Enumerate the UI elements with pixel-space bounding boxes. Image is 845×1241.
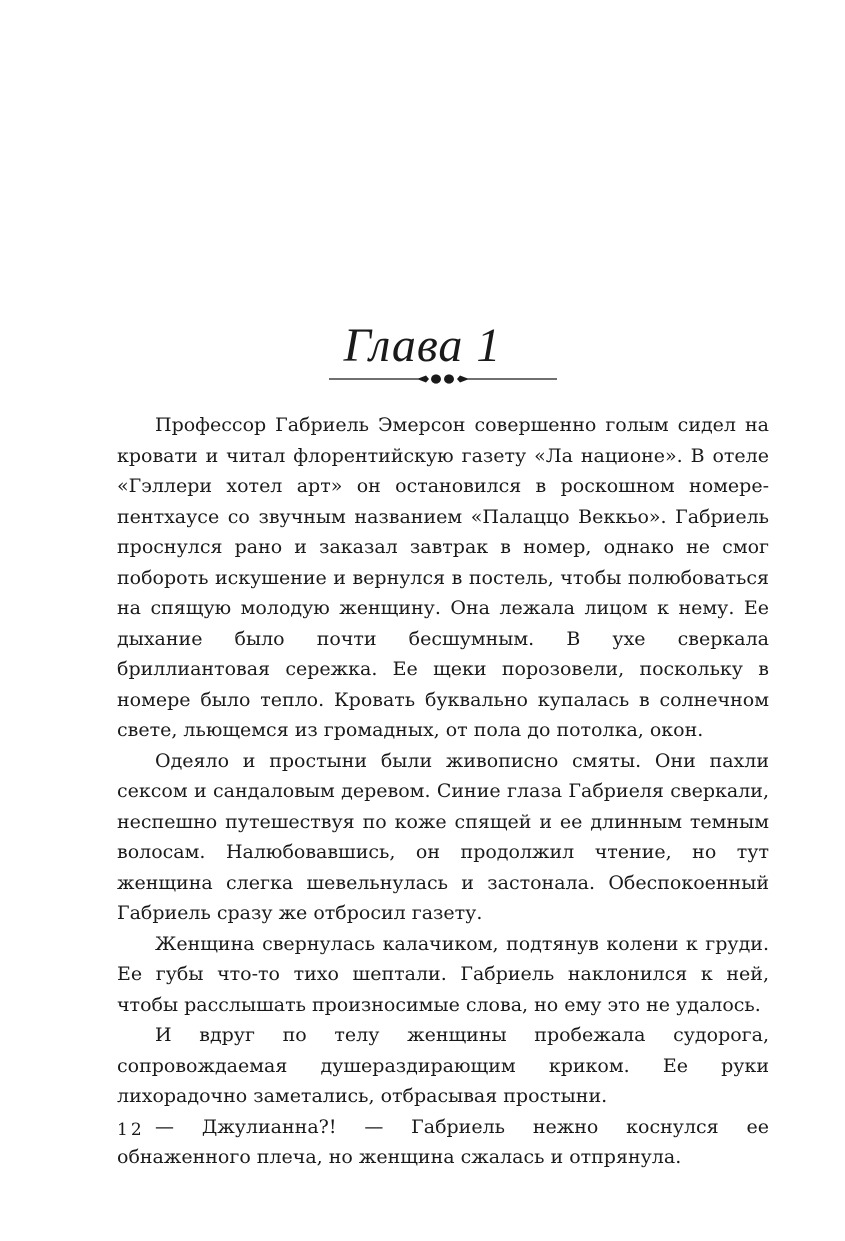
chapter-body	[117, 410, 769, 1173]
ornament-divider-icon	[329, 371, 557, 387]
paragraph: Профессор Габриель Эмерсон совершенно голым сидел на кровати и читал флорентийскую газету «Ла национе». В отеле «Гэллери хотел арт» он остановился в роскошном номере-пентхаусе со звучным названием «Палаццо Веккьо». Габриель проснулся рано и заказал завтрак в номер, однако не смог побороть искушение и вернулся в постель, чтобы полюбоваться на спящую молодую женщину. Она лежала лицом к нему. Ее дыхание было почти бесшумным. В ухе сверкала бриллиантовая сережка. Ее щеки порозовели, поскольку в номере было тепло. Кровать буквально купалась в солнечном свете, льющемся из громадных, от пола до потолка, окон.	[117, 414, 769, 741]
chapter-title: Глава 1	[343, 319, 502, 372]
paragraph: И вдруг по телу женщины пробежала судорога, сопровождаемая душераздирающим криком. Ее руки лихорадочно заметались, отбрасывая простыни.	[117, 1024, 769, 1107]
paragraph: Женщина свернулась калачиком, подтянув колени к груди. Ее губы что-то тихо шептали. Габриель наклонился к ней, чтобы расслышать произносимые слова, но ему это не удалось.	[117, 932, 769, 1016]
paragraph: Одеяло и простыни были живописно смяты. Они пахли сексом и сандаловым деревом. Синие глаза Габриеля сверкали, неспешно путешествуя по коже спящей и ее длинным темным волосам. Налюбовавшись, он продолжил чтение, но тут женщина слегка шевельнулась и застонала. Обеспокоенный Габриель сразу же отбросил газету.	[117, 749, 769, 924]
page-number: 12	[117, 1120, 145, 1140]
paragraph: — Джулианна?! — Габриель нежно коснулся ее обнаженного плеча, но женщина сжалась и отпрянула.	[117, 1115, 769, 1168]
